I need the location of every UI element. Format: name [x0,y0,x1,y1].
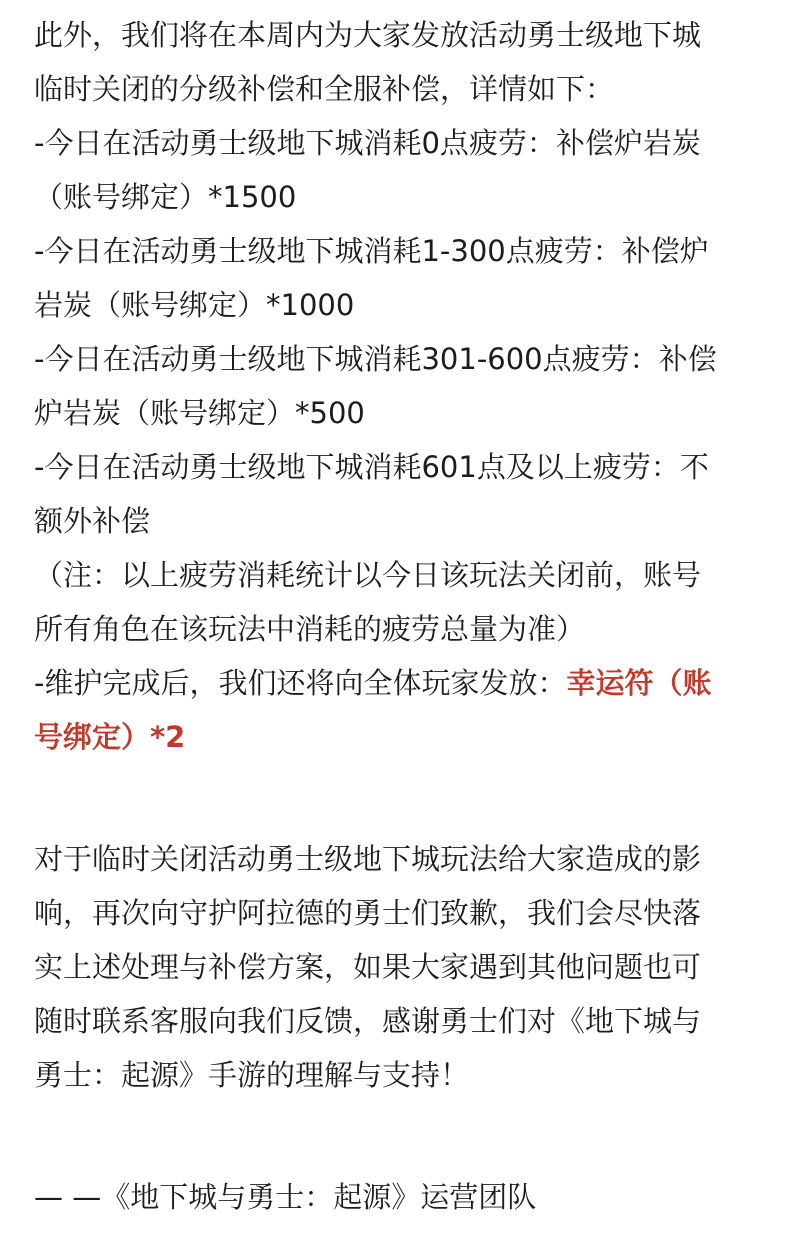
apology-line: 实上述处理与补偿方案，如果大家遇到其他问题也可 [34,950,702,984]
compensation-item-3-line: -今日在活动勇士级地下城消耗601点及以上疲劳：不 [34,450,709,484]
compensation-item-0-line: （账号绑定）*1500 [34,180,297,214]
intro-line: 临时关闭的分级补偿和全服补偿，详情如下： [34,72,615,106]
note-line: 所有角色在该玩法中消耗的疲劳总量为准） [34,612,586,646]
compensation-item-3-line: 额外补偿 [34,504,151,538]
maintenance-prefix: -维护完成后，我们还将向全体玩家发放： [34,666,567,700]
apology-line: 对于临时关闭活动勇士级地下城玩法给大家造成的影 [34,842,702,876]
reward-highlight: 号绑定）*2 [34,720,186,754]
note-line: （注：以上疲劳消耗统计以今日该玩法关闭前，账号 [34,558,702,592]
compensation-item-2-line: 炉岩炭（账号绑定）*500 [34,396,365,430]
maintenance-line [34,656,711,710]
reward-highlight: 幸运符（账 [566,666,712,700]
signature: — —《地下城与勇士：起源》运营团队 [34,1180,537,1214]
maintenance-line [34,710,185,764]
compensation-item-2-line: -今日在活动勇士级地下城消耗301-600点疲劳：补偿 [34,342,717,376]
apology-line: 勇士：起源》手游的理解与支持！ [34,1058,470,1092]
compensation-item-0-line: -今日在活动勇士级地下城消耗0点疲劳：补偿炉岩炭 [34,126,701,160]
apology-line: 响，再次向守护阿拉德的勇士们致歉，我们会尽快落 [34,896,702,930]
intro-line: 此外，我们将在本周内为大家发放活动勇士级地下城 [34,18,702,52]
compensation-item-1-line: -今日在活动勇士级地下城消耗1-300点疲劳：补偿炉 [34,234,709,268]
compensation-item-1-line: 岩炭（账号绑定）*1000 [34,288,355,322]
apology-line: 随时联系客服向我们反馈，感谢勇士们对《地下城与 [34,1004,702,1038]
